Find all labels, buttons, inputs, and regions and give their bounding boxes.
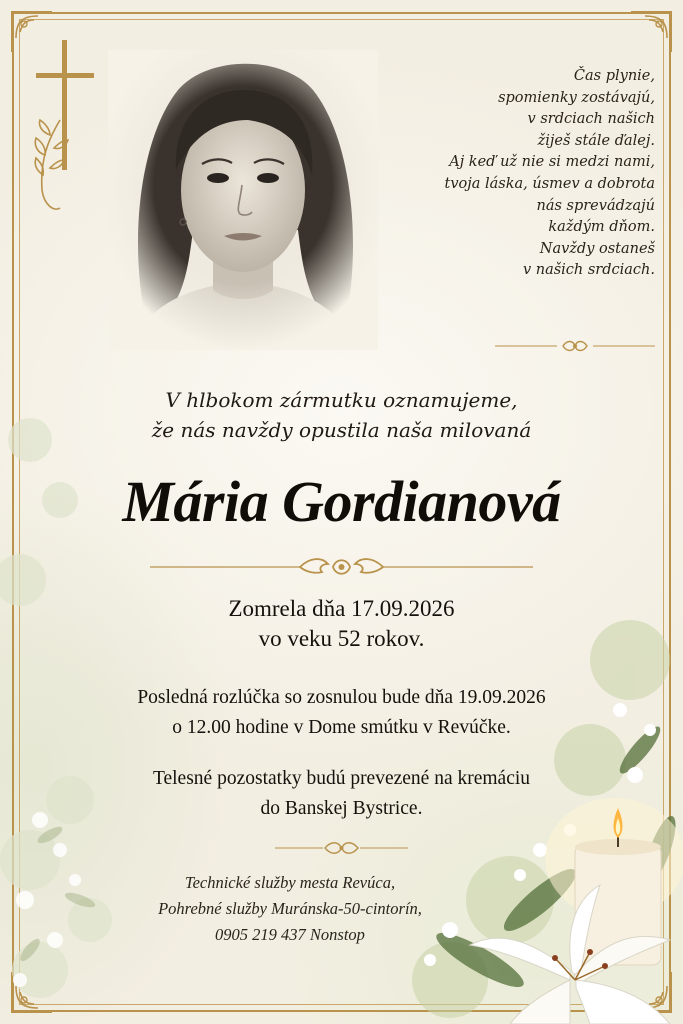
remains-line: do Banskej Bystrice. <box>260 798 423 819</box>
ornament-divider-icon <box>495 338 655 354</box>
remains-line: Telesné pozostatky budú prevezené na kremáciu <box>152 768 531 789</box>
death-date-line: Zomrela dňa 17.09.2026 <box>228 596 455 621</box>
portrait-photo <box>108 50 378 350</box>
poem-line: nás sprevádzajú <box>536 197 655 214</box>
poem-line: Navždy ostaneš <box>539 240 655 257</box>
funeral-service-footer <box>120 870 460 948</box>
remains-info <box>0 764 683 824</box>
announcement-line: že nás navždy opustila naša milovaná <box>151 418 532 442</box>
death-info <box>0 594 683 654</box>
poem <box>415 66 655 282</box>
poem-line: Aj keď už nie si medzi nami, <box>449 154 655 171</box>
ornament-divider-icon <box>150 552 533 582</box>
footer-phone: 0905 219 437 Nonstop <box>215 925 365 944</box>
poem-line: tvoja láska, úsmev a dobrota <box>444 175 655 192</box>
poem-line: každým dňom. <box>548 219 655 236</box>
poem-line: v našich srdciach. <box>522 262 655 279</box>
cross-icon <box>30 40 100 220</box>
announcement-text <box>0 385 683 445</box>
farewell-line: o 12.00 hodine v Dome smútku v Revúčke. <box>172 717 511 738</box>
footer-line: Pohrebné služby Muránska-50-cintorín, <box>158 899 422 918</box>
death-age-line: vo veku 52 rokov. <box>258 626 425 651</box>
poem-line: v srdciach našich <box>527 111 655 128</box>
poem-line: žiješ stále ďalej. <box>537 132 655 149</box>
announcement-line: V hlbokom zármutku oznamujeme, <box>165 388 518 412</box>
farewell-line: Posledná rozlúčka so zosnulou bude dňa 19.09.2026 <box>137 687 546 708</box>
footer-line: Technické služby mesta Revúca, <box>184 873 396 892</box>
farewell-info <box>0 683 683 743</box>
deceased-name: Mária Gordianová <box>122 469 561 534</box>
poem-line: Čas plynie, <box>573 68 655 84</box>
poem-line: spomienky zostávajú, <box>498 89 655 106</box>
corner-ornament-icon <box>629 8 675 54</box>
ornament-divider-icon <box>275 838 408 858</box>
